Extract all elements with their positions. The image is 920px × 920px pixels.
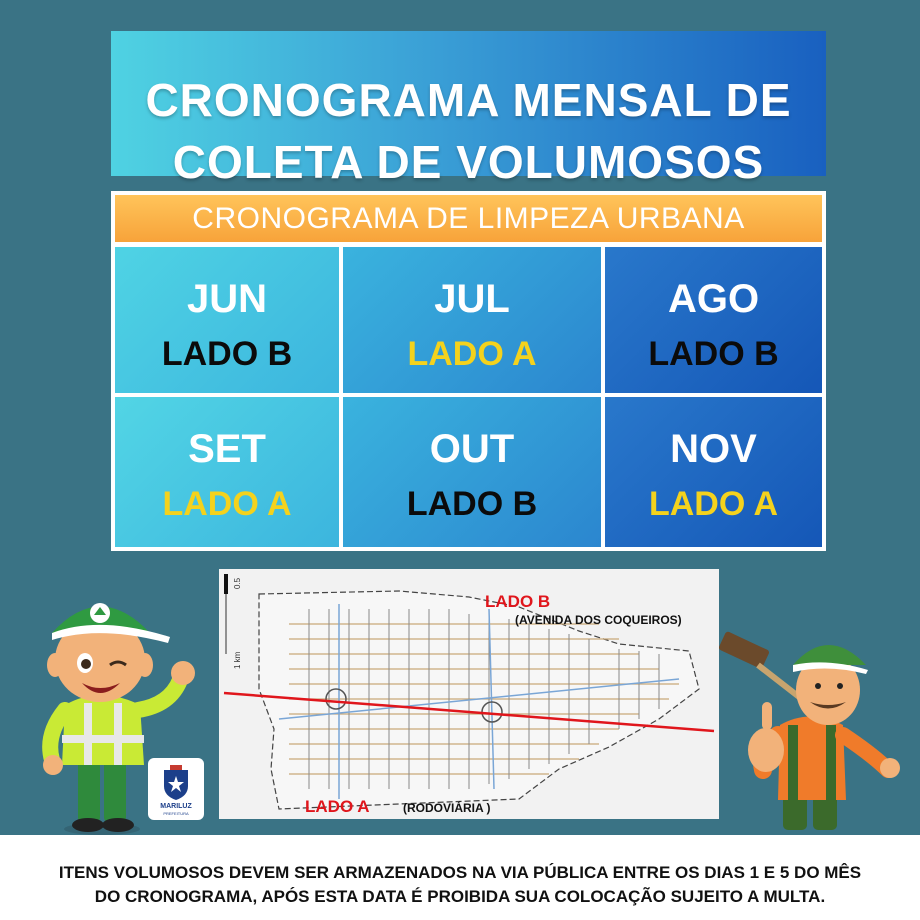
schedule-cell-set (115, 397, 339, 547)
logo-name: MARILUZ (160, 803, 192, 810)
map-scale-long: 1 km (233, 651, 242, 669)
month-label: JUL (434, 277, 510, 321)
month-label: OUT (429, 427, 515, 471)
title-line-2: COLETA DE VOLUMOSOS (172, 136, 765, 188)
schedule-cell-jun (115, 247, 339, 393)
schedule-cell-jul (343, 247, 601, 393)
footer-line-1: ITENS VOLUMOSOS DEVEM SER ARMAZENADOS NA VIA PÚBLICA ENTRE OS DIAS 1 E 5 DO MÊS (58, 863, 862, 882)
prefeitura-logo (148, 758, 204, 820)
month-label: JUN (186, 277, 268, 321)
footer-notice (0, 835, 920, 920)
side-label: LADO A (648, 485, 779, 523)
title-banner (111, 31, 826, 188)
title-line-1: CRONOGRAMA MENSAL DE (145, 74, 792, 126)
map-lado-b-reference: (AVENIDA DOS COQUEIROS) (515, 613, 682, 627)
side-label: LADO A (407, 335, 537, 373)
side-label: LADO B (648, 335, 779, 373)
schedule-table (111, 191, 826, 551)
schedule-cell-out (343, 397, 601, 547)
city-map (219, 569, 719, 819)
footer-line-2: DO CRONOGRAMA, APÓS ESTA DATA É PROIBIDA SUA COLOCAÇÃO SUJEITO A MULTA. (94, 887, 826, 906)
schedule-cell-ago (605, 247, 822, 393)
month-label: SET (188, 427, 266, 471)
schedule-cell-nov (605, 397, 822, 547)
schedule-subtitle: CRONOGRAMA DE LIMPEZA URBANA (115, 195, 822, 242)
map-lado-a-label: LADO A (305, 797, 370, 816)
logo-subtitle: PREFEITURA (163, 811, 189, 816)
map-scale-short: 0.5 (233, 577, 242, 589)
worker-right-illustration (718, 620, 908, 835)
month-label: NOV (670, 427, 757, 471)
side-label: LADO A (162, 485, 292, 523)
map-drawing (219, 569, 719, 819)
map-lado-a-reference: (RODOVIÁRIA ) (403, 801, 491, 815)
side-label: LADO B (161, 335, 293, 373)
coat-of-arms-icon (162, 764, 190, 802)
map-lado-b-label: LADO B (485, 592, 551, 611)
side-label: LADO B (406, 485, 538, 523)
month-label: AGO (667, 277, 760, 321)
